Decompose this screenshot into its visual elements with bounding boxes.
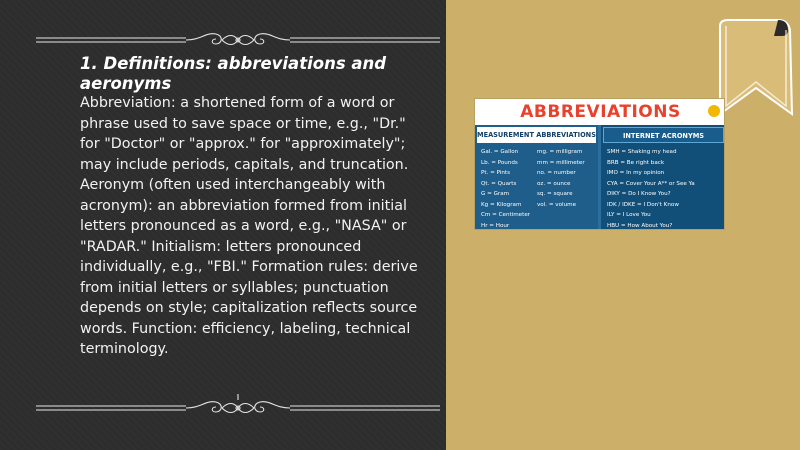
list-item: Gal. = Gallon mg. = milligram [481,149,583,155]
list-item: ILY = I Love You [607,212,651,218]
slide-body-text: Abbreviation: a shortened form of a word or phrase used to save space or time, e.g., "Dr." for "Doctor" or "approx." for "approximately"; may include periods, capitals, and truncation. Aeronym (often used interchangeably with acronym): an abbreviation formed from initial letters pronounced as a word, e.g., "NASA" or "RADAR." Initialism: letters pronounced individually, e.g., "FBI." Formation rules: derive from initial letters or syllables; punctuation depends on style; capitalization reflects source words. Function: efficiency, labeling, technical terminology. [80,95,418,357]
slide-title: 1. Definitions: abbreviations and aeronyms [80,54,387,93]
list-item: Qt. = Quarts oz. = ounce [481,180,571,187]
measurement-header: MEASUREMENT ABBREVIATIONS [477,127,596,143]
list-item: IMO = In my opinion [607,170,665,176]
measurement-list [475,147,598,230]
abbreviations-infographic-image [474,98,725,230]
internet-acronyms-list [601,147,725,230]
list-item: BRB = Be right back [607,159,665,166]
list-item: DIKY = Do I Know You? [607,191,671,197]
bottom-ornament-divider [36,394,440,416]
list-item: Kg = Kilogram vol. = volume [481,201,577,208]
measurement-column [475,125,598,230]
list-item: CYA = Cover Your A** or See Ya [607,180,695,187]
bookmark-icon [716,18,796,120]
list-item: Cm = Centimeter [481,212,531,218]
internet-acronyms-header: INTERNET ACRONYMS [603,127,724,143]
image-logo-badge [708,105,720,117]
list-item: Pt. = Pints no. = number [481,170,576,176]
top-ornament-divider [36,30,440,52]
image-heading: ABBREVIATIONS [475,99,725,125]
list-item: SMH = Shaking my head [607,149,677,155]
list-item: Hr = Hour [481,222,510,229]
list-item: IDK / IDKE = I Don't Know [607,201,679,208]
list-item: G = Gram sq. = square [481,191,573,197]
list-item: HBU = How About You? [607,222,673,229]
internet-acronyms-column [601,125,725,230]
list-item: Lb. = Pounds mm = millimeter [481,159,585,166]
